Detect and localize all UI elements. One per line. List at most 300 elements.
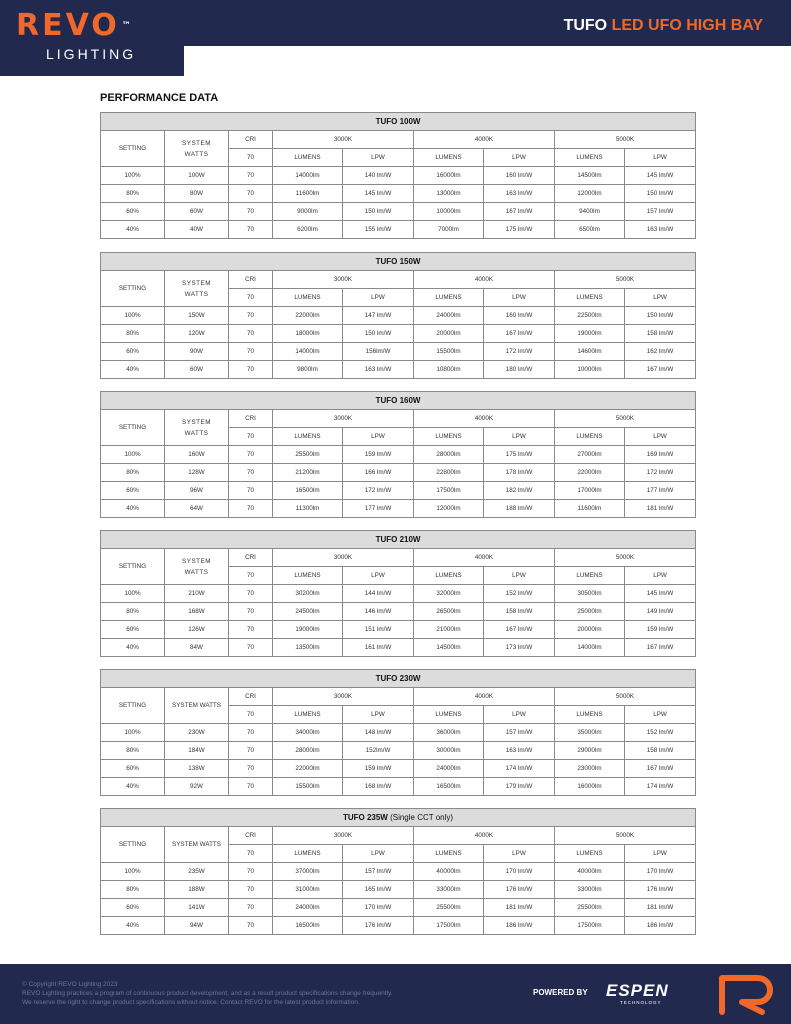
table-title-row [101,531,696,549]
table-title [101,670,696,688]
table-cell: 80W [165,185,229,203]
table-cell: 165 lm/W [343,881,414,899]
table-cell: 11300lm [273,500,343,518]
table-cell: 182 lm/W [484,482,555,500]
table-cell: 172 lm/W [343,482,414,500]
table-cell: 70 [229,167,273,185]
table-cell: 24500lm [273,603,343,621]
table-title-text: TUFO 160W [375,396,421,405]
powered-by-label: POWERED BY [533,988,588,997]
cri-value: 70 [229,428,273,446]
table-header-row [101,410,696,428]
table-title-row [101,670,696,688]
setting-header: SETTING [101,271,165,307]
table-row [101,167,696,185]
table-cell: 80% [101,325,165,343]
table-row [101,760,696,778]
lumens-header: LUMENS [273,706,343,724]
lpw-header: LPW [343,149,414,167]
table-cell: 20000lm [555,621,625,639]
table-row [101,446,696,464]
lumens-header: LUMENS [414,845,484,863]
table-cell: 14500lm [414,639,484,657]
table-cell: 70 [229,778,273,796]
lpw-header: LPW [625,149,696,167]
table-cell: 6500lm [555,221,625,239]
table-cell: 167 lm/W [484,203,555,221]
lpw-header: LPW [484,567,555,585]
table-cell: 174 lm/W [484,760,555,778]
table-cell: 161 lm/W [343,639,414,657]
table-cell: 60W [165,203,229,221]
system-watts-header: SYSTEM WATTS [165,688,229,724]
performance-table [100,252,696,379]
cri-value: 70 [229,706,273,724]
table-row [101,899,696,917]
lumens-header: LUMENS [273,428,343,446]
lpw-header: LPW [484,706,555,724]
table-cell: 181 lm/W [484,899,555,917]
lpw-header: LPW [625,428,696,446]
product-title [564,16,763,36]
cct-header: 4000K [414,549,555,567]
table-cell: 167 lm/W [484,325,555,343]
table-cell: 157 lm/W [343,863,414,881]
table-cell: 174 lm/W [625,778,696,796]
table-cell: 36000lm [414,724,484,742]
table-cell: 10800lm [414,361,484,379]
table-cell: 14600lm [555,343,625,361]
table-cell: 28000lm [414,446,484,464]
lumens-header: LUMENS [414,428,484,446]
table-cell: 40000lm [414,863,484,881]
table-cell: 157 lm/W [484,724,555,742]
table-cell: 70 [229,639,273,657]
table-cell: 148 lm/W [343,724,414,742]
cri-header: CRI [229,688,273,706]
table-cell: 10000lm [414,203,484,221]
table-cell: 16500lm [273,917,343,935]
system-watts-header: SYSTEM WATTS [165,410,229,446]
table-title-text: TUFO 210W [375,535,421,544]
table-cell: 167 lm/W [625,760,696,778]
setting-header: SETTING [101,410,165,446]
setting-header: SETTING [101,131,165,167]
table-cell: 188W [165,881,229,899]
table-cell: 100% [101,446,165,464]
table-cell: 70 [229,446,273,464]
brand-logo [0,0,184,76]
table-cell: 141W [165,899,229,917]
table-cell: 172 lm/W [625,464,696,482]
lumens-header: LUMENS [273,289,343,307]
table-row [101,361,696,379]
copyright-line: We reserve the right to change product specifications without notice. Contact REVO for the latest product information. [22,999,360,1006]
table-cell: 30200lm [273,585,343,603]
table-cell: 40% [101,500,165,518]
table-cell: 80% [101,185,165,203]
table-cell: 70 [229,760,273,778]
lumens-header: LUMENS [273,567,343,585]
cct-header: 5000K [555,131,696,149]
table-cell: 146 lm/W [343,603,414,621]
table-cell: 84W [165,639,229,657]
cri-value: 70 [229,149,273,167]
table-cell: 100% [101,585,165,603]
system-watts-header: SYSTEM WATTS [165,131,229,167]
system-watts-header: SYSTEM WATTS [165,549,229,585]
table-cell: 235W [165,863,229,881]
table-cell: 22000lm [273,307,343,325]
table-title-text: TUFO 100W [375,117,421,126]
table-cell: 22000lm [555,464,625,482]
cri-value: 70 [229,567,273,585]
revo-r-icon [718,972,778,1016]
table-cell: 175 lm/W [484,221,555,239]
lumens-header: LUMENS [555,845,625,863]
performance-table [100,808,696,935]
table-cell: 159 lm/W [343,760,414,778]
table-cell: 21000lm [414,621,484,639]
table-cell: 158 lm/W [625,742,696,760]
lpw-header: LPW [625,845,696,863]
table-cell: 156lm/W [343,343,414,361]
table-cell: 60% [101,203,165,221]
table-title-row [101,253,696,271]
table-cell: 60% [101,760,165,778]
table-cell: 151 lm/W [343,621,414,639]
table-cell: 188 lm/W [484,500,555,518]
table-row [101,742,696,760]
table-cell: 70 [229,325,273,343]
table-cell: 145 lm/W [625,585,696,603]
table-cell: 19000lm [555,325,625,343]
table-row [101,603,696,621]
table-cell: 13000lm [414,185,484,203]
table-cell: 17000lm [555,482,625,500]
table-cell: 25000lm [555,603,625,621]
table-cell: 9800lm [273,361,343,379]
table-cell: 145 lm/W [343,185,414,203]
table-cell: 126W [165,621,229,639]
section-title: PERFORMANCE DATA [100,92,219,104]
table-title-row [101,392,696,410]
table-header-row [101,549,696,567]
table-cell: 186 lm/W [484,917,555,935]
table-cell: 24000lm [414,307,484,325]
performance-table [100,391,696,518]
table-cell: 150 lm/W [343,325,414,343]
table-cell: 163 lm/W [484,185,555,203]
table-cell: 25500lm [414,899,484,917]
table-cell: 70 [229,863,273,881]
table-cell: 140 lm/W [343,167,414,185]
table-cell: 170 lm/W [625,863,696,881]
copyright-notice [22,980,393,1007]
cct-header: 5000K [555,271,696,289]
table-cell: 27000lm [555,446,625,464]
table-cell: 181 lm/W [625,899,696,917]
table-cell: 10000lm [555,361,625,379]
table-cell: 166 lm/W [343,464,414,482]
lumens-header: LUMENS [555,149,625,167]
table-cell: 80% [101,603,165,621]
cct-header: 5000K [555,549,696,567]
table-cell: 70 [229,603,273,621]
lumens-header: LUMENS [555,428,625,446]
table-cell: 173 lm/W [484,639,555,657]
table-cell: 70 [229,361,273,379]
table-cell: 167 lm/W [625,361,696,379]
table-title [101,809,696,827]
table-cell: 7000lm [414,221,484,239]
table-cell: 28000lm [273,742,343,760]
table-cell: 33000lm [414,881,484,899]
table-cell: 149 lm/W [625,603,696,621]
lpw-header: LPW [484,428,555,446]
table-cell: 175 lm/W [484,446,555,464]
table-cell: 26500lm [414,603,484,621]
table-row [101,307,696,325]
table-cell: 150W [165,307,229,325]
table-cell: 32000lm [414,585,484,603]
table-cell: 21200lm [273,464,343,482]
table-cell: 163 lm/W [484,742,555,760]
table-row [101,482,696,500]
table-title [101,531,696,549]
performance-table [100,669,696,796]
table-cell: 176 lm/W [625,881,696,899]
table-row [101,778,696,796]
lpw-header: LPW [343,289,414,307]
table-cell: 14000lm [273,167,343,185]
cct-header: 3000K [273,827,414,845]
table-cell: 120W [165,325,229,343]
table-cell: 180 lm/W [484,361,555,379]
table-cell: 34000lm [273,724,343,742]
table-cell: 17500lm [414,917,484,935]
table-cell: 30000lm [414,742,484,760]
table-cell: 168 lm/W [343,778,414,796]
table-cell: 70 [229,724,273,742]
table-cell: 70 [229,203,273,221]
table-cell: 40% [101,221,165,239]
table-cell: 40% [101,917,165,935]
copyright-line: REVO Lighting practices a program of continuous product development, and as a result product specifications change frequently. [22,990,393,997]
lumens-header: LUMENS [414,567,484,585]
table-cell: 157 lm/W [625,203,696,221]
table-cell: 96W [165,482,229,500]
table-title-text: TUFO 230W [375,674,421,683]
table-cell: 163 lm/W [625,221,696,239]
cct-header: 3000K [273,410,414,428]
table-cell: 70 [229,881,273,899]
table-cell: 100% [101,724,165,742]
table-cell: 160 lm/W [484,167,555,185]
trademark: ™ [121,21,131,31]
lumens-header: LUMENS [555,706,625,724]
table-cell: 37000lm [273,863,343,881]
table-cell: 15500lm [414,343,484,361]
table-cell: 31000lm [273,881,343,899]
table-cell: 16500lm [414,778,484,796]
table-cell: 18000lm [273,325,343,343]
table-header-row [101,131,696,149]
table-cell: 177 lm/W [625,482,696,500]
table-cell: 172 lm/W [484,343,555,361]
table-cell: 40% [101,778,165,796]
cri-header: CRI [229,827,273,845]
table-cell: 152 lm/W [625,724,696,742]
table-cell: 70 [229,899,273,917]
table-cell: 159 lm/W [625,621,696,639]
table-cell: 60% [101,343,165,361]
table-row [101,325,696,343]
lpw-header: LPW [343,428,414,446]
lpw-header: LPW [343,706,414,724]
brand-name [16,10,131,42]
cri-header: CRI [229,549,273,567]
table-cell: 158 lm/W [484,603,555,621]
lpw-header: LPW [625,567,696,585]
cct-header: 3000K [273,271,414,289]
table-cell: 70 [229,482,273,500]
table-cell: 11600lm [555,500,625,518]
lumens-header: LUMENS [273,845,343,863]
table-cell: 90W [165,343,229,361]
lumens-header: LUMENS [555,567,625,585]
table-cell: 100% [101,863,165,881]
setting-header: SETTING [101,688,165,724]
table-cell: 170 lm/W [484,863,555,881]
product-title-white: TUFO [563,17,612,34]
table-cell: 159 lm/W [343,446,414,464]
table-cell: 100W [165,167,229,185]
cri-header: CRI [229,410,273,428]
cct-header: 3000K [273,131,414,149]
table-cell: 80% [101,881,165,899]
table-cell: 176 lm/W [484,881,555,899]
setting-header: SETTING [101,827,165,863]
table-cell: 70 [229,621,273,639]
table-cell: 24000lm [414,760,484,778]
table-cell: 144 lm/W [343,585,414,603]
table-title-text: TUFO 235W [342,813,388,822]
table-row [101,917,696,935]
lumens-header: LUMENS [414,149,484,167]
table-row [101,863,696,881]
table-cell: 13500lm [273,639,343,657]
table-cell: 25500lm [273,446,343,464]
lpw-header: LPW [343,845,414,863]
table-cell: 17500lm [414,482,484,500]
table-cell: 33000lm [555,881,625,899]
lpw-header: LPW [484,845,555,863]
table-header-row [101,827,696,845]
table-cell: 150 lm/W [343,203,414,221]
table-title-row [101,809,696,827]
table-row [101,203,696,221]
setting-header: SETTING [101,549,165,585]
cct-header: 3000K [273,549,414,567]
table-title [101,392,696,410]
table-title-text: TUFO 150W [375,257,421,266]
lumens-header: LUMENS [273,149,343,167]
table-cell: 40% [101,639,165,657]
brand-name-text: REVO [16,8,120,43]
cri-value: 70 [229,289,273,307]
table-cell: 70 [229,742,273,760]
lpw-header: LPW [343,567,414,585]
table-cell: 158 lm/W [625,325,696,343]
table-cell: 94W [165,917,229,935]
table-cell: 100% [101,307,165,325]
table-cell: 80% [101,464,165,482]
system-watts-header: SYSTEM WATTS [165,827,229,863]
table-cell: 176 lm/W [343,917,414,935]
table-cell: 60% [101,899,165,917]
table-title-note: (Single CCT only) [387,813,454,822]
cct-header: 4000K [414,271,555,289]
table-title-row [101,113,696,131]
table-cell: 177 lm/W [343,500,414,518]
table-cell: 20000lm [414,325,484,343]
table-cell: 35000lm [555,724,625,742]
espen-logo-subtitle: TECHNOLOGY [620,1000,662,1005]
brand-subtitle: LIGHTING [46,46,137,62]
table-cell: 11600lm [273,185,343,203]
table-cell: 30500lm [555,585,625,603]
table-cell: 128W [165,464,229,482]
table-cell: 186 lm/W [625,917,696,935]
table-cell: 12000lm [414,500,484,518]
cct-header: 3000K [273,688,414,706]
lumens-header: LUMENS [555,289,625,307]
cri-value: 70 [229,845,273,863]
table-cell: 163 lm/W [343,361,414,379]
table-cell: 167 lm/W [484,621,555,639]
cct-header: 4000K [414,410,555,428]
table-cell: 40% [101,361,165,379]
table-cell: 60% [101,482,165,500]
table-cell: 138W [165,760,229,778]
table-row [101,724,696,742]
table-cell: 17500lm [555,917,625,935]
system-watts-header: SYSTEM WATTS [165,271,229,307]
table-cell: 150 lm/W [625,307,696,325]
table-row [101,221,696,239]
table-cell: 160W [165,446,229,464]
table-cell: 64W [165,500,229,518]
table-cell: 210W [165,585,229,603]
table-row [101,500,696,518]
table-cell: 70 [229,917,273,935]
table-cell: 60W [165,361,229,379]
table-row [101,185,696,203]
cct-header: 4000K [414,131,555,149]
cct-header: 4000K [414,688,555,706]
table-cell: 150 lm/W [625,185,696,203]
table-cell: 169 lm/W [625,446,696,464]
cct-header: 4000K [414,827,555,845]
table-row [101,343,696,361]
table-cell: 70 [229,500,273,518]
table-cell: 25500lm [555,899,625,917]
table-cell: 70 [229,464,273,482]
table-cell: 155 lm/W [343,221,414,239]
product-title-orange: LED UFO HIGH BAY [611,17,763,34]
lpw-header: LPW [484,289,555,307]
